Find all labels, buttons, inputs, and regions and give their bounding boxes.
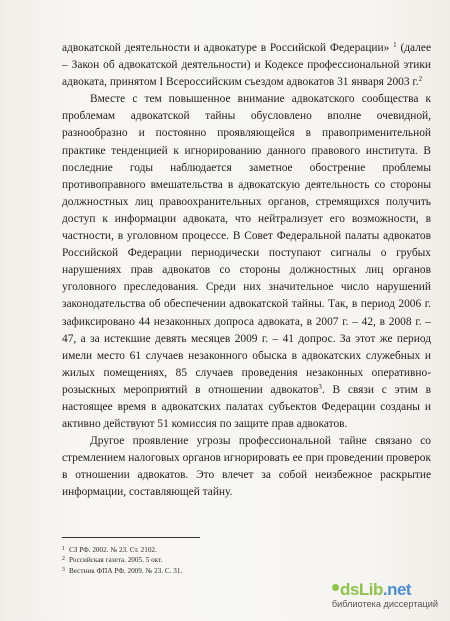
- footnote-ref: 2: [418, 75, 423, 84]
- paragraph-text: Другое проявление угрозы профессиональной тайне связано со стремлением налоговых органов игнорировать ее при проведении проверок в отношении адвокатов. Это влечет за собой неизбежное раскрытие информации, составляющей тайну.: [62, 435, 431, 499]
- footnote-2: 2 Российская газета. 2005. 5 окт.: [62, 556, 163, 565]
- paragraph-text: Вместе с тем повышенное внимание адвокатского сообщества к проблемам адвокатской тайны обусловлено вполне очевидной, разнообразно и постоянно проявляющейся в правоприменительной практике тенденцией к игнорированию данного правового института. В последние годы наблюдается заметное обострение проблемы противоправного вмешательства в адвокатскую деятельность со стороны должностных лиц правоохранительных органов, стремящихся получить доступ к информации адвоката, что нейтрализует его возможности, в частности, в уголовном процессе. В Совет Федеральной палаты адвокатов Российской Федерации периодически поступают сигналы о грубых нарушениях прав адвокатов со стороны должностных лиц органов уголовного преследования. Среди них значительное число нарушений законодательства об обеспечении адвокатской тайны. Так, в период 2006 г. зафиксировано 44 незаконных допроса адвоката, в 2007 г. – 42, в 2008 г. – 47, а за истекшие девять месяцев 2009 г. – 41 допрос. За этот же период имели место 61 случаев незаконного обыска в адвокатских служебных и жилых помещениях, 85 случаев проведения незаконных оперативно-розыскных мероприятий в отношении адвокатов: [62, 93, 431, 396]
- paragraph: [62, 91, 431, 433]
- footnote-ref: 3: [318, 382, 322, 391]
- paragraph-text: . В связи с этим в настоящее время в адвокатских палатах субъектов Федерации созданы и активно действуют 51 комиссия по защите прав адвокатов.: [62, 383, 431, 431]
- paragraph-text: адвокатской деятельности и адвокатуре в Российской Федерации»: [62, 42, 394, 54]
- watermark-tagline: библиотека диссертаций: [331, 599, 438, 609]
- dslib-watermark[interactable]: [302, 580, 438, 616]
- watermark-logo: dsLib.net: [340, 580, 412, 599]
- footnote-ref: 1: [393, 41, 397, 49]
- paragraph: [62, 433, 431, 501]
- footnote-3: 3 Вестник ФПА РФ. 2009. № 23. С. 31.: [62, 566, 183, 575]
- footnote-1: 1 СЗ РФ. 2002. № 23. Ст. 2102.: [62, 546, 157, 554]
- footnotes: [62, 545, 362, 576]
- footnote-separator: [62, 537, 200, 538]
- paragraph: [62, 40, 431, 91]
- main-text: [62, 40, 431, 502]
- paragraph-text: (далее – Закон об адвокатской деятельности) и Кодексе профессиональной этики адвоката, принятом I Всероссийским съездом адвокатов 31 января 2003 г.: [62, 42, 431, 89]
- logo-dot-icon: [332, 584, 339, 591]
